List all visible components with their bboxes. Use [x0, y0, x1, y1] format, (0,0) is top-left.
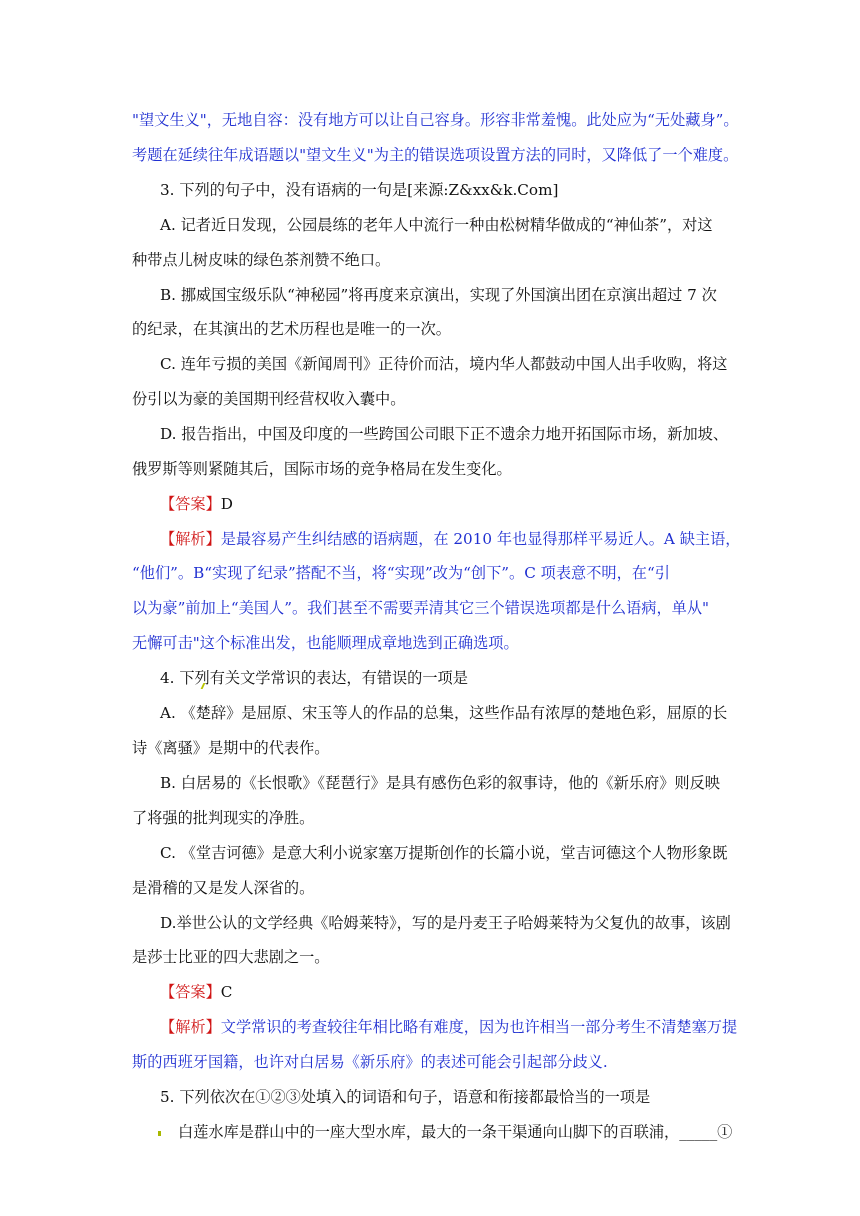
option-b — [160, 773, 720, 793]
option-a — [160, 215, 713, 235]
text-run: A. 记者近日发现，公园晨练的老年人中流行一种由松树精华做成的“神仙茶”，对这 — [160, 216, 713, 234]
text-run: 5. 下列依次在①②③处填入的词语和句子，语意和衔接都最恰当的一项是 — [160, 1088, 651, 1106]
answer-value: D — [220, 495, 233, 513]
answer-value: C — [220, 983, 233, 1001]
text-run: 4. 下列有关文学常识的表达，有错误的一项是 — [160, 669, 468, 687]
text-line — [132, 389, 405, 409]
text-line — [132, 947, 329, 967]
option-c — [160, 843, 727, 863]
option-d — [160, 424, 728, 444]
text-run: 文学常识的考查较往年相比略有难度，因为也许相当一部分考生不清楚塞万提 — [220, 1018, 738, 1036]
text-line — [132, 110, 739, 130]
option-a — [160, 703, 727, 723]
text-run: “他们”。B“实现了纪录”搭配不当，将“实现”改为“创下”。C 项表意不明，在“引 — [132, 564, 670, 582]
text-run: 份引以为豪的美国期刊经营权收入囊中。 — [132, 390, 406, 408]
answer-line — [160, 982, 232, 1002]
analysis-line — [160, 1017, 737, 1037]
text-line — [132, 459, 512, 479]
text-run: 种带点儿树皮味的绿色茶剂赞不绝口。 — [132, 251, 391, 269]
passage-line — [178, 1122, 732, 1142]
option-d — [160, 913, 731, 933]
question-3-stem — [160, 180, 558, 200]
stray-mark-icon — [158, 1131, 161, 1136]
text-run: 是最容易产生纠结感的语病题，在 2010 年也显得那样平易近人。A 缺主语， — [220, 530, 741, 548]
text-line — [132, 633, 519, 653]
text-run: A. 《楚辞》是屈原、宋玉等人的作品的总集，这些作品有浓厚的楚地色彩，屈原的长 — [160, 704, 728, 722]
text-run: 斯的西班牙国籍，也许对白居易《新乐府》的表述可能会引起部分歧义. — [132, 1053, 608, 1071]
text-run: 无懈可击"这个标准出发，也能顺理成章地选到正确选项。 — [132, 634, 519, 652]
text-run: D.举世公认的文学经典《哈姆莱特》，写的是丹麦王子哈姆莱特为父复仇的故事，该剧 — [160, 914, 731, 932]
text-run: 是滑稽的又是发人深省的。 — [132, 879, 315, 897]
text-run: C. 《堂吉诃德》是意大利小说家塞万提斯创作的长篇小说，堂吉诃德这个人物形象既 — [160, 844, 728, 862]
text-run: 白莲水库是群山中的一座大型水库，最大的一条干渠通向山脚下的百联浦，_____① — [178, 1123, 733, 1141]
option-c — [160, 354, 727, 374]
text-run: C. 连年亏损的美国《新闻周刊》正待价而沽，境内华人都鼓动中国人出手收购，将这 — [160, 355, 728, 373]
text-line — [132, 738, 329, 758]
text-line — [132, 878, 314, 898]
text-line — [132, 319, 451, 339]
answer-label: 【答案】 — [160, 495, 221, 513]
text-run: 了将强的批判现实的净胜。 — [132, 809, 315, 827]
option-b — [160, 285, 717, 305]
analysis-line — [160, 529, 740, 549]
answer-label: 【答案】 — [160, 983, 221, 1001]
text-line — [132, 1052, 608, 1072]
text-run: 诗《离骚》是期中的代表作。 — [132, 739, 330, 757]
text-run: B. 挪威国宝级乐队“神秘园”将再度来京演出，实现了外国演出团在京演出超过 7 次 — [160, 286, 717, 304]
text-line — [132, 808, 314, 828]
text-line — [132, 563, 670, 583]
text-run: 俄罗斯等则紧随其后，国际市场的竞争格局在发生变化。 — [132, 460, 512, 478]
text-line — [132, 145, 738, 165]
text-run: 是莎士比亚的四大悲剧之一。 — [132, 948, 330, 966]
analysis-label: 【解析】 — [160, 1018, 221, 1036]
text-run: 以为豪”前加上“美国人”。我们甚至不需要弄清其它三个错误选项都是什么语病，单从" — [132, 599, 710, 617]
text-run: "望文生义"，无地自容：没有地方可以让自己容身。形容非常羞愧。此处应为“无处藏身”。 — [132, 111, 739, 129]
text-run: 3. 下列的句子中，没有语病的一句是[来源:Z&xx&k.Com] — [160, 181, 559, 199]
text-line — [132, 598, 709, 618]
answer-line — [160, 494, 233, 514]
text-run: D. 报告指出，中国及印度的一些跨国公司眼下正不遗余力地开拓国际市场，新加坡、 — [160, 425, 729, 443]
question-5-stem — [160, 1087, 650, 1107]
text-run: B. 白居易的《长恨歌》《琵琶行》是具有感伤色彩的叙事诗，他的《新乐府》则反映 — [160, 774, 720, 792]
analysis-label: 【解析】 — [160, 530, 221, 548]
text-line — [132, 250, 390, 270]
text-run: 的纪录，在其演出的艺术历程也是唯一的一次。 — [132, 320, 451, 338]
text-run: 考题在延续往年成语题以"望文生义"为主的错误选项设置方法的同时，又降低了一个难度。 — [132, 146, 739, 164]
